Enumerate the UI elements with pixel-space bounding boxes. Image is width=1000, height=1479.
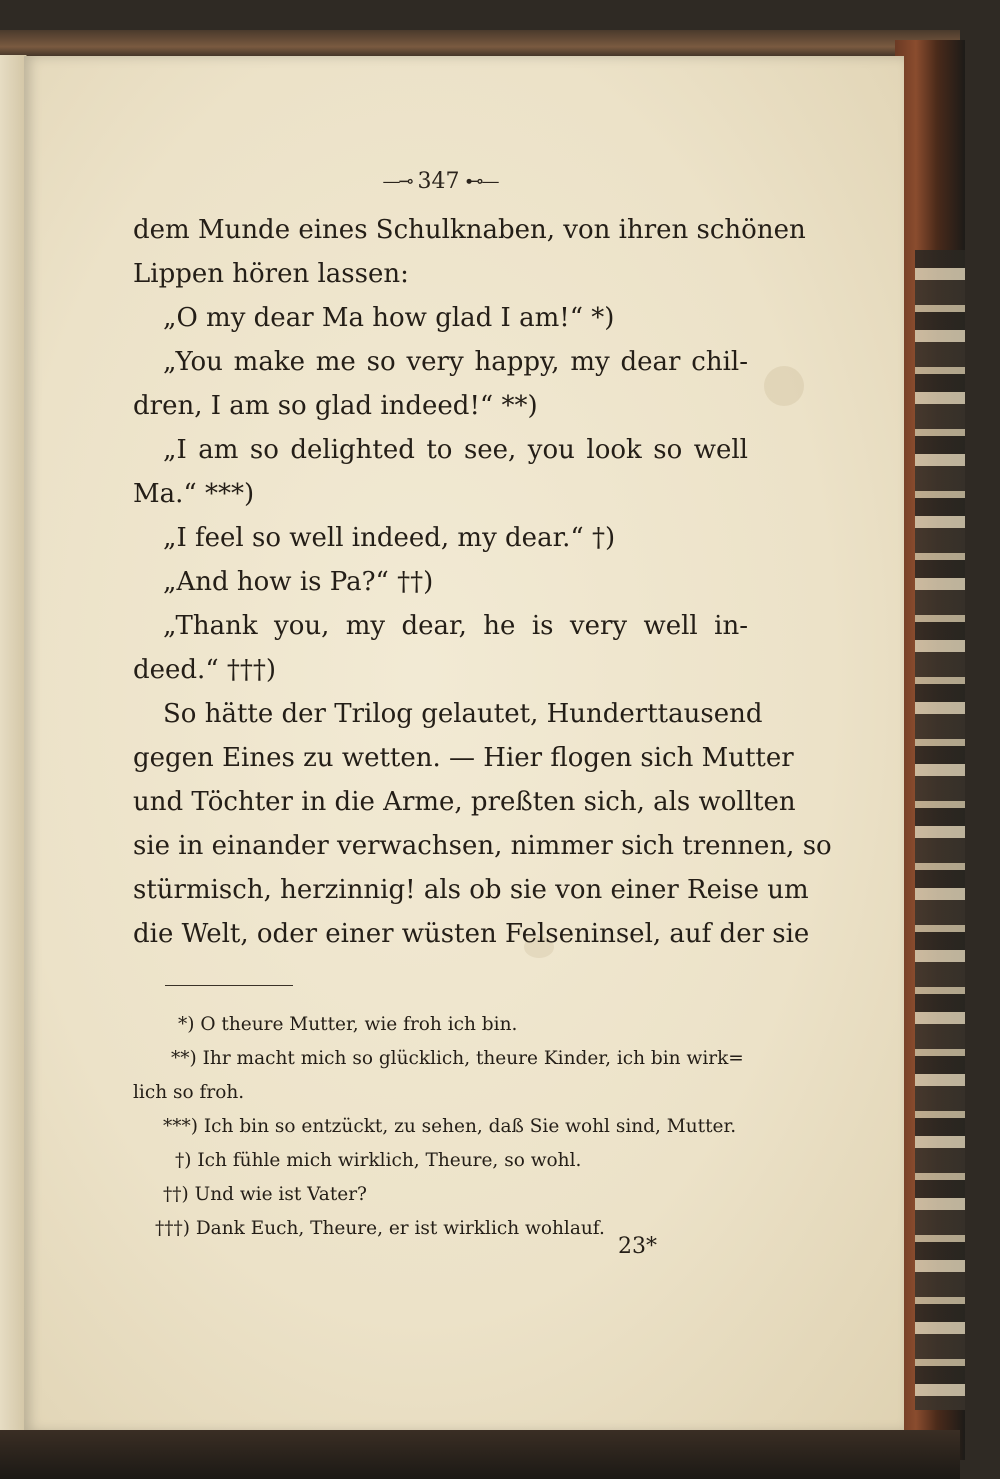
footnote-separator (165, 985, 293, 986)
footnote: ***) Ich bin so entzückt, zu sehen, daß Sie wohl sind, Mutter. (163, 1116, 737, 1137)
body-line: „You make me so very happy, my dear chil- (163, 347, 748, 377)
footnote: *) O theure Mutter, wie froh ich bin. (178, 1014, 518, 1035)
body-line: dren, I am so glad indeed!“ **) (133, 391, 538, 421)
signature-mark: 23* (618, 1234, 657, 1259)
body-line: „O my dear Ma how glad I am!“ *) (163, 303, 615, 333)
body-line: So hätte der Trilog gelautet, Hunderttausend (163, 699, 763, 729)
body-line: „I feel so well indeed, my dear.“ †) (163, 523, 616, 553)
footnote: **) Ihr macht mich so glücklich, theure Kinder, ich bin wirk= (171, 1048, 744, 1069)
book-binding-top (0, 30, 960, 58)
body-line: und Töchter in die Arme, preßten sich, als wollten (133, 787, 796, 817)
page-header (360, 166, 520, 196)
body-line: dem Munde eines Schulknaben, von ihren schönen (133, 215, 806, 245)
ornament-right: ⊷— (465, 170, 498, 192)
body-line: Ma.“ ***) (133, 479, 255, 509)
page-stain (764, 366, 804, 406)
body-line: gegen Eines zu wetten. — Hier flogen sich Mutter (133, 743, 794, 773)
body-text (133, 208, 832, 956)
facing-page-edge (0, 55, 27, 1435)
body-line: sie in einander verwachsen, nimmer sich trennen, so (133, 831, 832, 861)
body-line: „And how is Pa?“ ††) (163, 567, 434, 597)
ornament-left: —⊸ (382, 170, 412, 192)
footnotes (133, 1008, 748, 1246)
footnote: †) Ich fühle mich wirklich, Theure, so wohl. (175, 1150, 582, 1171)
footnote: †††) Dank Euch, Theure, er ist wirklich wohlauf. (155, 1218, 605, 1239)
book-binding-bottom (0, 1430, 960, 1479)
footnote: ††) Und wie ist Vater? (163, 1184, 367, 1205)
footnote-continuation: lich so froh. (133, 1082, 245, 1103)
worn-binding-strip (915, 250, 965, 1410)
body-line: „Thank you, my dear, he is very well in- (163, 611, 748, 641)
page-number: 347 (417, 168, 460, 194)
body-line: „I am so delighted to see, you look so well (163, 435, 748, 465)
body-line: Lippen hören lassen: (133, 259, 409, 289)
body-line: die Welt, oder einer wüsten Felseninsel, auf der sie (133, 919, 810, 949)
body-line: stürmisch, herzinnig! als ob sie von einer Reise um (133, 875, 809, 905)
body-line: deed.“ †††) (133, 655, 277, 685)
